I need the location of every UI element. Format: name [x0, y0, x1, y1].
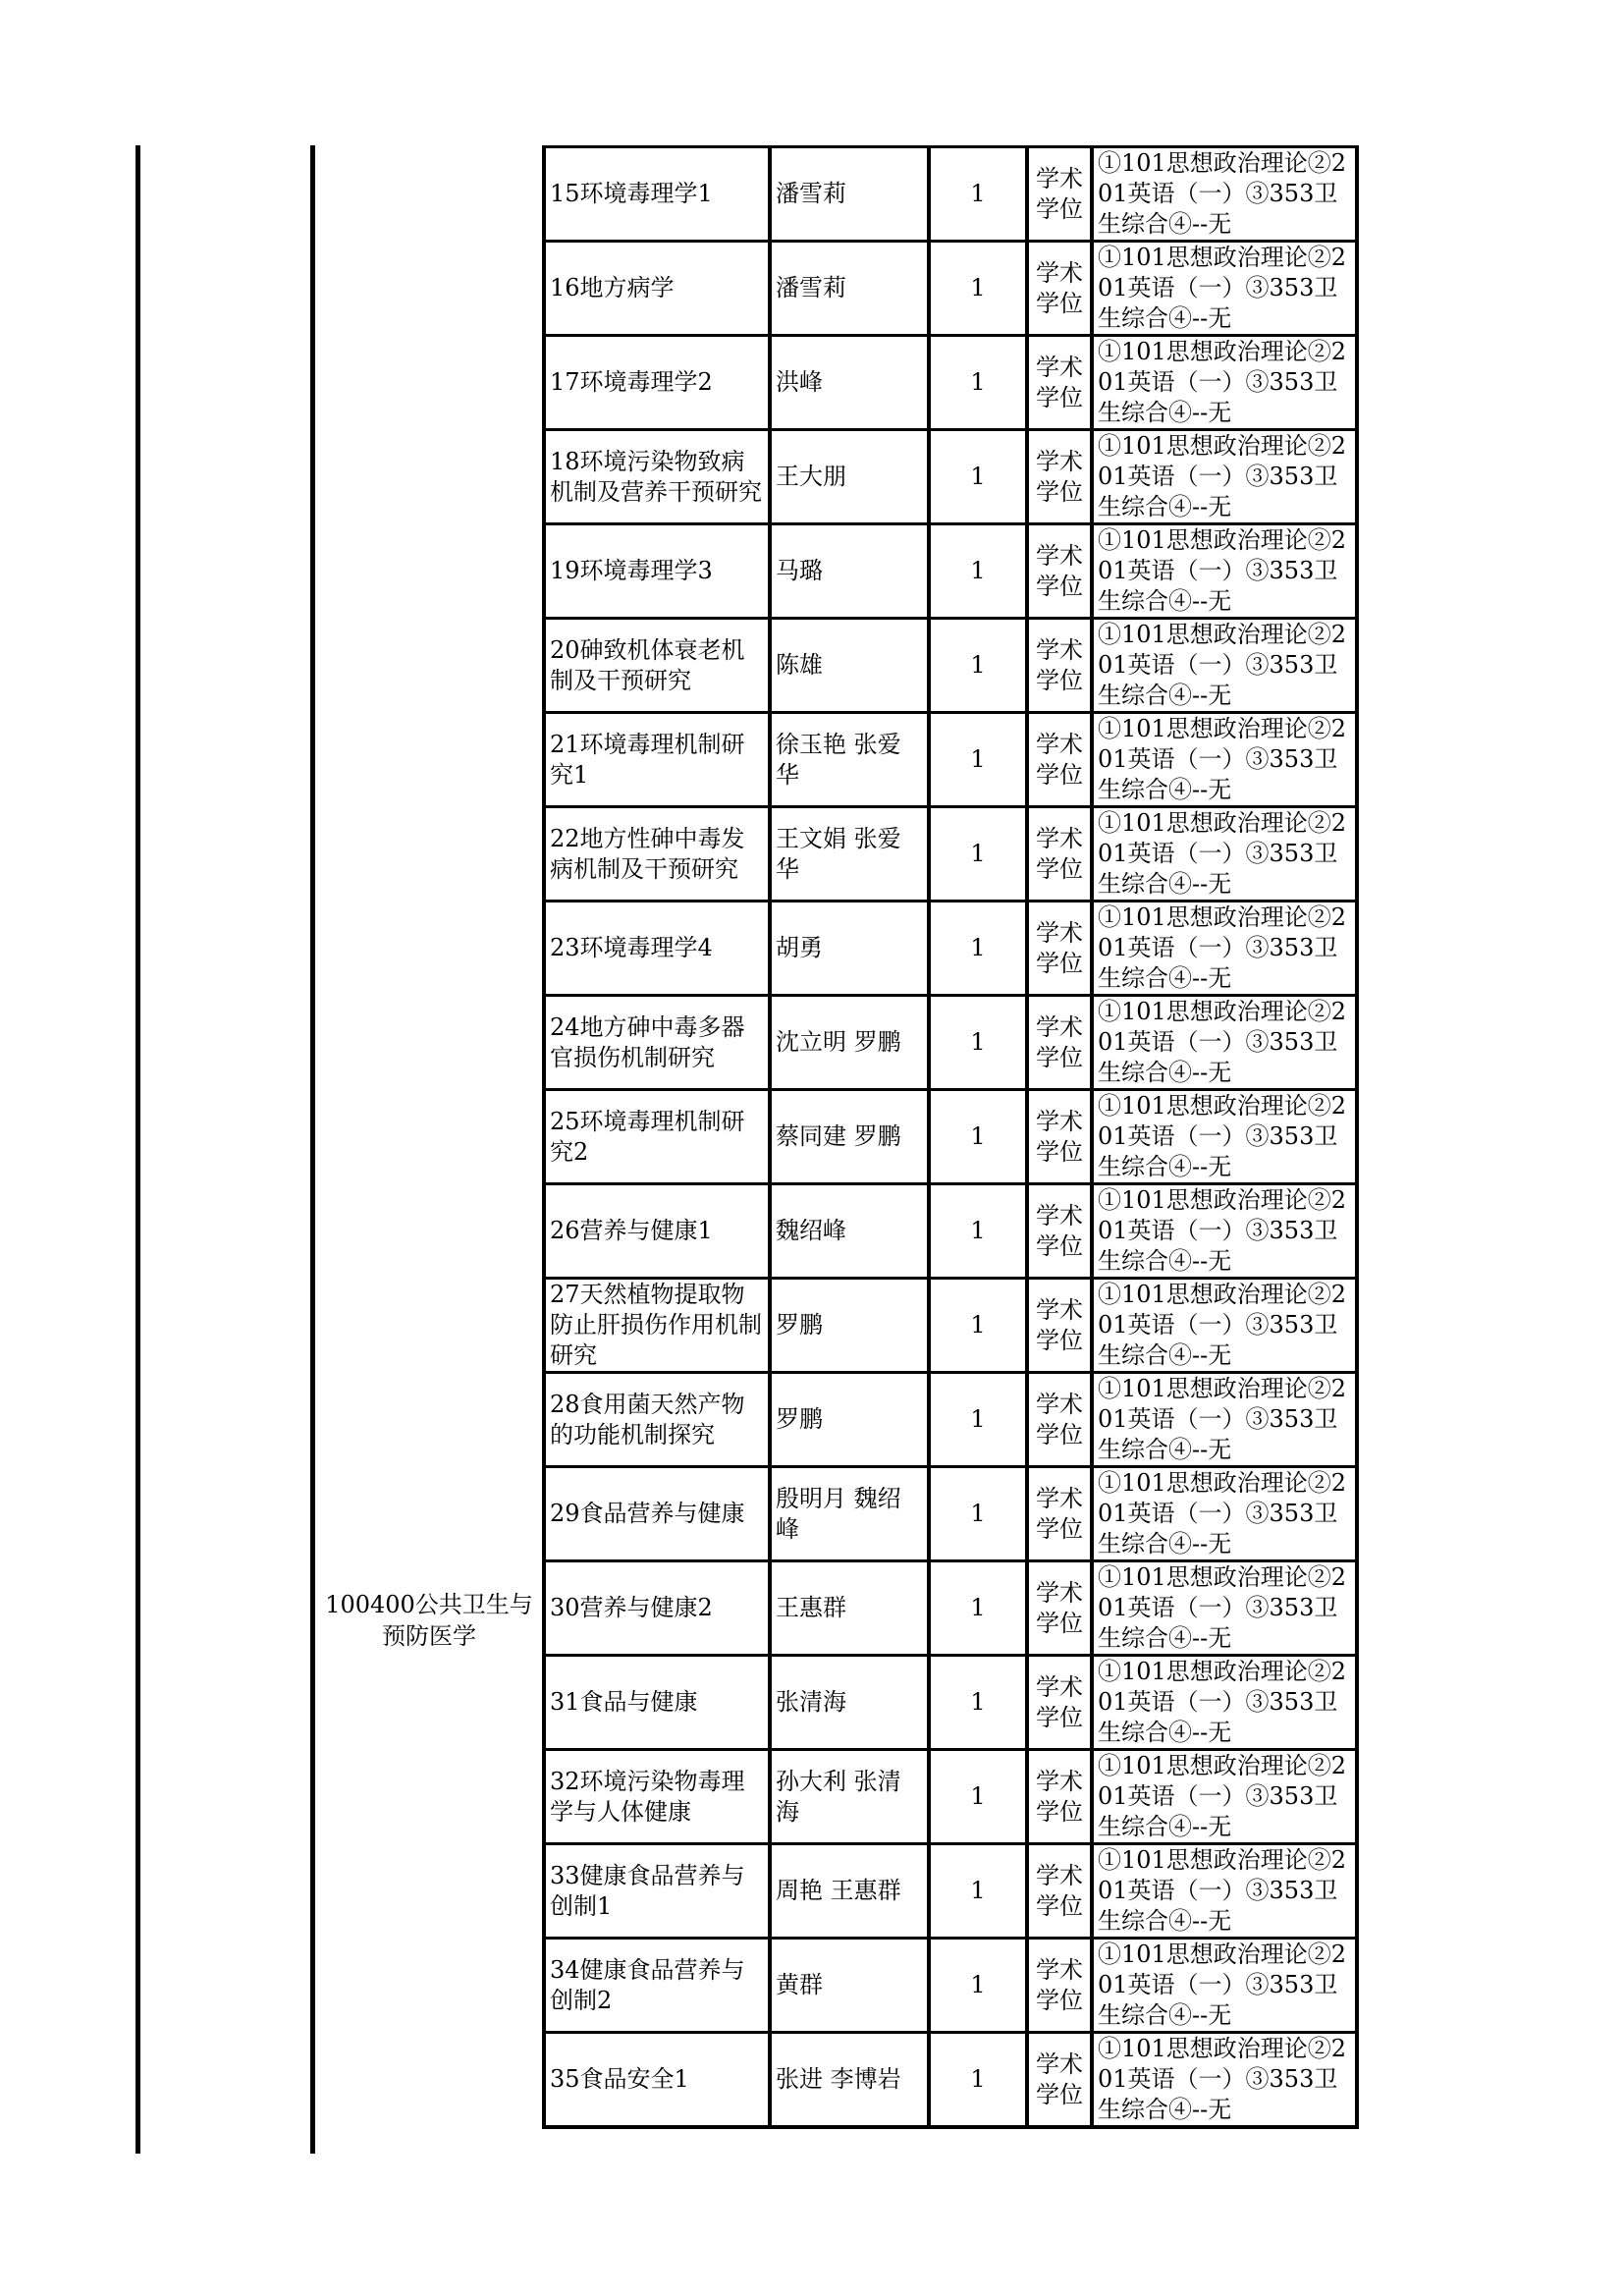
- major-column-left-line: [310, 145, 315, 2154]
- table-row: [544, 147, 1357, 242]
- table-row: [544, 1844, 1357, 1939]
- tutor-cell: 王文娟 张爱华: [770, 807, 929, 902]
- exam-subjects-cell: ①101思想政治理论②201英语（一）③353卫生综合④--无: [1092, 1939, 1357, 2033]
- count-cell: 1: [929, 1844, 1027, 1939]
- degree-type-cell: 学术学位: [1027, 1184, 1092, 1279]
- count-cell: 1: [929, 619, 1027, 713]
- tutor-cell: 潘雪莉: [770, 147, 929, 242]
- tutor-cell: 周艳 王惠群: [770, 1844, 929, 1939]
- degree-type-cell: 学术学位: [1027, 524, 1092, 619]
- direction-cell: 26营养与健康1: [544, 1184, 770, 1279]
- tutor-cell: 潘雪莉: [770, 242, 929, 336]
- tutor-cell: 王大朋: [770, 430, 929, 524]
- direction-cell: 25环境毒理机制研究2: [544, 1090, 770, 1184]
- table-row: [544, 1561, 1357, 1656]
- count-cell: 1: [929, 807, 1027, 902]
- table-row: [544, 1939, 1357, 2033]
- direction-cell: 29食品营养与健康: [544, 1467, 770, 1561]
- table-row: [544, 902, 1357, 996]
- degree-type-cell: 学术学位: [1027, 807, 1092, 902]
- count-cell: 1: [929, 1090, 1027, 1184]
- degree-type-cell: 学术学位: [1027, 713, 1092, 807]
- degree-type-cell: 学术学位: [1027, 336, 1092, 430]
- table-row: [544, 1750, 1357, 1844]
- exam-subjects-cell: ①101思想政治理论②201英语（一）③353卫生综合④--无: [1092, 1750, 1357, 1844]
- degree-type-cell: 学术学位: [1027, 1279, 1092, 1373]
- exam-subjects-cell: ①101思想政治理论②201英语（一）③353卫生综合④--无: [1092, 1373, 1357, 1467]
- degree-type-cell: 学术学位: [1027, 1844, 1092, 1939]
- exam-subjects-cell: ①101思想政治理论②201英语（一）③353卫生综合④--无: [1092, 336, 1357, 430]
- count-cell: 1: [929, 1656, 1027, 1750]
- exam-subjects-cell: ①101思想政治理论②201英语（一）③353卫生综合④--无: [1092, 713, 1357, 807]
- degree-type-cell: 学术学位: [1027, 1090, 1092, 1184]
- direction-cell: 21环境毒理机制研究1: [544, 713, 770, 807]
- direction-cell: 31食品与健康: [544, 1656, 770, 1750]
- tutor-cell: 马璐: [770, 524, 929, 619]
- tutor-cell: 魏绍峰: [770, 1184, 929, 1279]
- degree-type-cell: 学术学位: [1027, 1656, 1092, 1750]
- degree-type-cell: 学术学位: [1027, 996, 1092, 1090]
- table-row: [544, 713, 1357, 807]
- table-row: [544, 1184, 1357, 1279]
- direction-cell: 32环境污染物毒理学与人体健康: [544, 1750, 770, 1844]
- direction-cell: 30营养与健康2: [544, 1561, 770, 1656]
- direction-cell: 18环境污染物致病机制及营养干预研究: [544, 430, 770, 524]
- direction-cell: 16地方病学: [544, 242, 770, 336]
- tutor-cell: 陈雄: [770, 619, 929, 713]
- exam-subjects-cell: ①101思想政治理论②201英语（一）③353卫生综合④--无: [1092, 1561, 1357, 1656]
- table-row: [544, 524, 1357, 619]
- exam-subjects-cell: ①101思想政治理论②201英语（一）③353卫生综合④--无: [1092, 1184, 1357, 1279]
- table-row: [544, 619, 1357, 713]
- degree-type-cell: 学术学位: [1027, 1561, 1092, 1656]
- table-row: [544, 996, 1357, 1090]
- exam-subjects-cell: ①101思想政治理论②201英语（一）③353卫生综合④--无: [1092, 430, 1357, 524]
- table-row: [544, 242, 1357, 336]
- tutor-cell: 张清海: [770, 1656, 929, 1750]
- direction-cell: 22地方性砷中毒发病机制及干预研究: [544, 807, 770, 902]
- direction-cell: 34健康食品营养与创制2: [544, 1939, 770, 2033]
- count-cell: 1: [929, 1184, 1027, 1279]
- table-row: [544, 336, 1357, 430]
- exam-subjects-cell: ①101思想政治理论②201英语（一）③353卫生综合④--无: [1092, 147, 1357, 242]
- direction-cell: 27天然植物提取物防止肝损伤作用机制研究: [544, 1279, 770, 1373]
- tutor-cell: 徐玉艳 张爱华: [770, 713, 929, 807]
- degree-type-cell: 学术学位: [1027, 2033, 1092, 2128]
- count-cell: 1: [929, 1561, 1027, 1656]
- exam-subjects-cell: ①101思想政治理论②201英语（一）③353卫生综合④--无: [1092, 1656, 1357, 1750]
- tutor-cell: 殷明月 魏绍峰: [770, 1467, 929, 1561]
- table-row: [544, 1373, 1357, 1467]
- degree-type-cell: 学术学位: [1027, 147, 1092, 242]
- tutor-cell: 黄群: [770, 1939, 929, 2033]
- exam-subjects-cell: ①101思想政治理论②201英语（一）③353卫生综合④--无: [1092, 1279, 1357, 1373]
- count-cell: 1: [929, 242, 1027, 336]
- count-cell: 1: [929, 336, 1027, 430]
- count-cell: 1: [929, 2033, 1027, 2128]
- exam-subjects-cell: ①101思想政治理论②201英语（一）③353卫生综合④--无: [1092, 619, 1357, 713]
- exam-subjects-cell: ①101思想政治理论②201英语（一）③353卫生综合④--无: [1092, 1844, 1357, 1939]
- degree-type-cell: 学术学位: [1027, 242, 1092, 336]
- direction-cell: 20砷致机体衰老机制及干预研究: [544, 619, 770, 713]
- count-cell: 1: [929, 1750, 1027, 1844]
- count-cell: 1: [929, 1373, 1027, 1467]
- left-border-line: [135, 145, 140, 2154]
- table-row: [544, 1279, 1357, 1373]
- degree-type-cell: 学术学位: [1027, 619, 1092, 713]
- table-body: [544, 147, 1357, 2128]
- degree-type-cell: 学术学位: [1027, 1750, 1092, 1844]
- direction-cell: 35食品安全1: [544, 2033, 770, 2128]
- degree-type-cell: 学术学位: [1027, 1939, 1092, 2033]
- direction-cell: 24地方砷中毒多器官损伤机制研究: [544, 996, 770, 1090]
- count-cell: 1: [929, 430, 1027, 524]
- degree-type-cell: 学术学位: [1027, 1373, 1092, 1467]
- tutor-cell: 罗鹏: [770, 1279, 929, 1373]
- enrollment-table: [542, 145, 1359, 2129]
- exam-subjects-cell: ①101思想政治理论②201英语（一）③353卫生综合④--无: [1092, 902, 1357, 996]
- table-row: [544, 1656, 1357, 1750]
- tutor-cell: 蔡同建 罗鹏: [770, 1090, 929, 1184]
- tutor-cell: 洪峰: [770, 336, 929, 430]
- count-cell: 1: [929, 902, 1027, 996]
- direction-cell: 19环境毒理学3: [544, 524, 770, 619]
- count-cell: 1: [929, 147, 1027, 242]
- direction-cell: 33健康食品营养与创制1: [544, 1844, 770, 1939]
- direction-cell: 15环境毒理学1: [544, 147, 770, 242]
- table-row: [544, 1090, 1357, 1184]
- degree-type-cell: 学术学位: [1027, 430, 1092, 524]
- exam-subjects-cell: ①101思想政治理论②201英语（一）③353卫生综合④--无: [1092, 1090, 1357, 1184]
- direction-cell: 28食用菌天然产物的功能机制探究: [544, 1373, 770, 1467]
- tutor-cell: 胡勇: [770, 902, 929, 996]
- exam-subjects-cell: ①101思想政治理论②201英语（一）③353卫生综合④--无: [1092, 524, 1357, 619]
- tutor-cell: 王惠群: [770, 1561, 929, 1656]
- tutor-cell: 沈立明 罗鹏: [770, 996, 929, 1090]
- count-cell: 1: [929, 713, 1027, 807]
- count-cell: 1: [929, 524, 1027, 619]
- tutor-cell: 张进 李博岩: [770, 2033, 929, 2128]
- direction-cell: 17环境毒理学2: [544, 336, 770, 430]
- exam-subjects-cell: ①101思想政治理论②201英语（一）③353卫生综合④--无: [1092, 996, 1357, 1090]
- table-row: [544, 2033, 1357, 2128]
- major-name: 100400公共卫生与预防医学: [325, 1591, 533, 1650]
- direction-cell: 23环境毒理学4: [544, 902, 770, 996]
- count-cell: 1: [929, 1279, 1027, 1373]
- table-row: [544, 1467, 1357, 1561]
- exam-subjects-cell: ①101思想政治理论②201英语（一）③353卫生综合④--无: [1092, 2033, 1357, 2128]
- tutor-cell: 罗鹏: [770, 1373, 929, 1467]
- tutor-cell: 孙大利 张清海: [770, 1750, 929, 1844]
- degree-type-cell: 学术学位: [1027, 902, 1092, 996]
- degree-type-cell: 学术学位: [1027, 1467, 1092, 1561]
- table-row: [544, 430, 1357, 524]
- exam-subjects-cell: ①101思想政治理论②201英语（一）③353卫生综合④--无: [1092, 242, 1357, 336]
- exam-subjects-cell: ①101思想政治理论②201英语（一）③353卫生综合④--无: [1092, 807, 1357, 902]
- exam-subjects-cell: ①101思想政治理论②201英语（一）③353卫生综合④--无: [1092, 1467, 1357, 1561]
- count-cell: 1: [929, 1467, 1027, 1561]
- count-cell: 1: [929, 1939, 1027, 2033]
- table-row: [544, 807, 1357, 902]
- count-cell: 1: [929, 996, 1027, 1090]
